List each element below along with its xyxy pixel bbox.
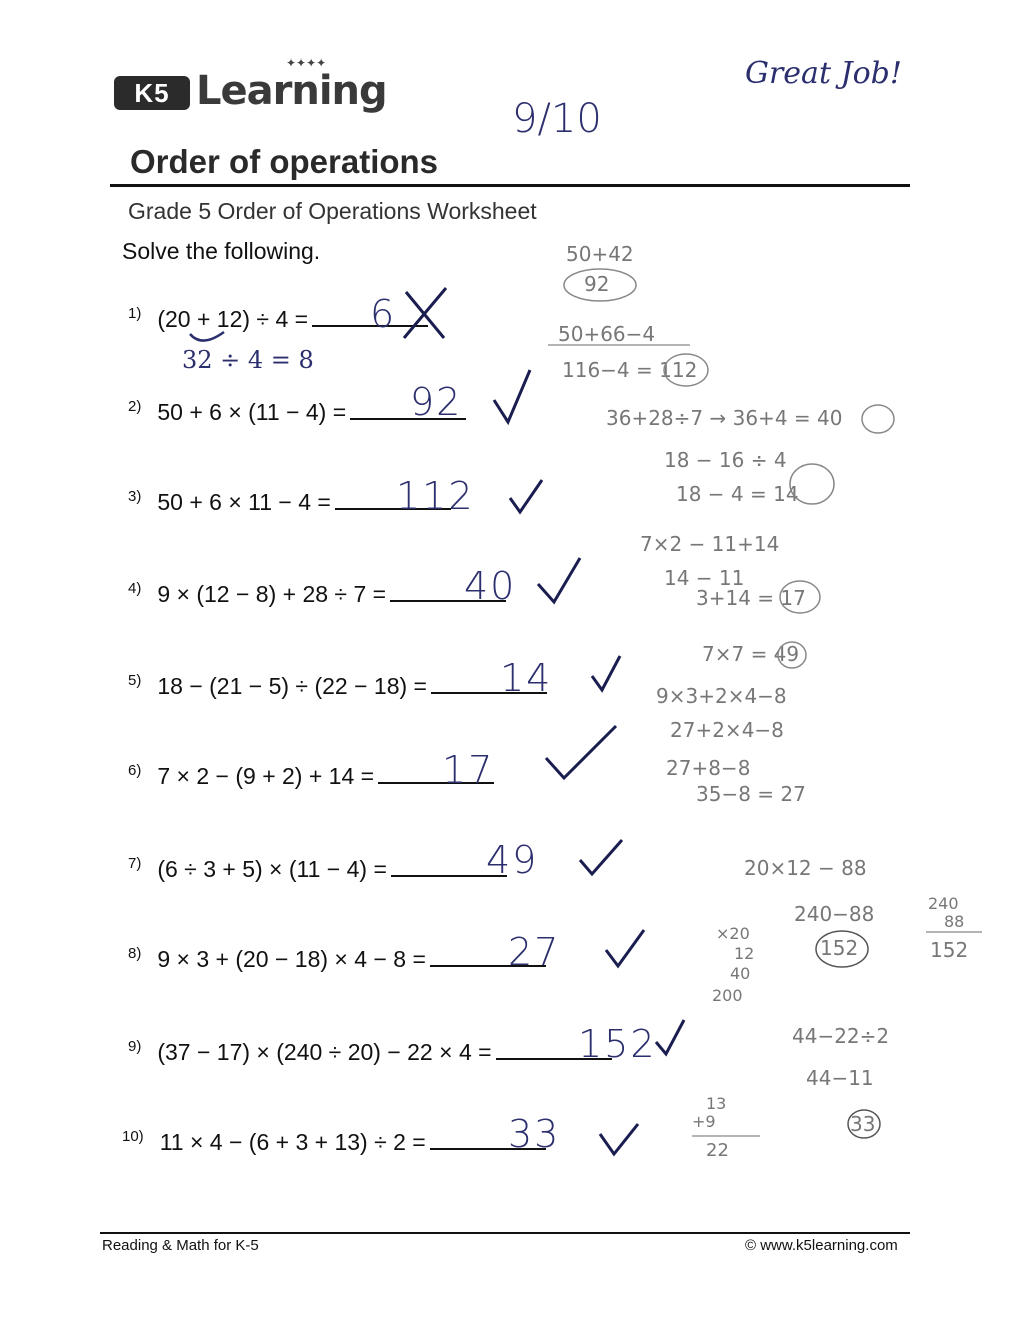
wrong-x-icon [396, 284, 456, 344]
question-number: 4) [128, 580, 142, 598]
answer-9: 152 [578, 1022, 657, 1066]
question-4 [128, 580, 506, 608]
question-expression: 18 − (21 − 5) ÷ (22 − 18) = [157, 673, 427, 699]
question-number: 1) [128, 305, 142, 323]
question-5 [128, 672, 547, 700]
footer-tagline: Reading & Math for K-5 [102, 1237, 259, 1254]
correction-note: 32 ÷ 4 = 8 [182, 346, 314, 374]
question-number: 10) [122, 1128, 144, 1146]
checkmark-icon [588, 652, 624, 696]
work-q5-b: 14 − 11 [664, 566, 745, 590]
work-q8-b: 240−88 [794, 902, 875, 926]
work-q2-b: 116−4 = 112 [562, 358, 698, 382]
work-q8-g: ×20 [716, 924, 750, 943]
question-8 [128, 945, 546, 973]
answer-2: 92 [410, 380, 463, 424]
checkmark-icon [596, 1120, 642, 1160]
work-q8-e: 88 [944, 912, 965, 931]
question-expression: (6 ÷ 3 + 5) × (11 − 4) = [157, 856, 387, 882]
checkmark-icon [534, 554, 584, 608]
question-6 [128, 762, 494, 790]
answer-10: 33 [508, 1112, 561, 1156]
checkmark-icon [490, 366, 534, 428]
work-q10-c: 22 [706, 1140, 729, 1161]
work-q4-a: 18 − 16 ÷ 4 [664, 448, 787, 472]
question-number: 8) [128, 945, 142, 963]
question-expression: 9 × 3 + (20 − 18) × 4 − 8 = [157, 946, 426, 972]
question-9 [128, 1038, 612, 1066]
checkmark-icon [506, 476, 546, 516]
worksheet-subtitle: Grade 5 Order of Operations Worksheet [128, 198, 537, 224]
work-q1-a: 50+42 [566, 242, 634, 266]
question-number: 9) [128, 1038, 142, 1056]
work-q7-d: 35−8 = 27 [696, 782, 806, 806]
work-q8-c: 152 [820, 936, 859, 960]
question-10 [122, 1128, 546, 1156]
answer-3: 112 [396, 474, 475, 518]
checkmark-icon [652, 1016, 688, 1060]
answer-5: 14 [500, 656, 553, 700]
question-expression: (20 + 12) ÷ 4 = [157, 306, 309, 332]
question-number: 5) [128, 672, 142, 690]
work-q6: 7×7 = 49 [702, 642, 800, 666]
answer-6: 17 [442, 748, 495, 792]
work-q10-b: +9 [692, 1112, 716, 1131]
question-expression: 7 × 2 − (9 + 2) + 14 = [157, 763, 375, 789]
work-q7-b: 27+2×4−8 [670, 718, 784, 742]
question-7 [128, 855, 507, 883]
work-q8-a: 20×12 − 88 [744, 856, 867, 880]
work-q8-i: 40 [730, 964, 751, 983]
footer-rule [100, 1232, 910, 1234]
answer-1: 6 [370, 292, 397, 336]
work-q9-b: 44−11 [806, 1066, 874, 1090]
teacher-comment: Great Job! [745, 56, 902, 91]
work-q2-a: 50+66−4 [558, 322, 656, 346]
work-q9-a: 44−22÷2 [792, 1024, 890, 1048]
checkmark-icon [542, 722, 622, 784]
work-q5-a: 7×2 − 11+14 [640, 532, 780, 556]
correction-caret-icon [188, 330, 228, 350]
checkmark-icon [576, 836, 626, 880]
question-number: 3) [128, 488, 142, 506]
score: 9/10 [512, 96, 602, 142]
question-expression: 50 + 6 × (11 − 4) = [157, 399, 347, 425]
question-expression: 11 × 4 − (6 + 3 + 13) ÷ 2 = [159, 1129, 426, 1155]
instructions: Solve the following. [122, 238, 321, 264]
question-expression: (37 − 17) × (240 ÷ 20) − 22 × 4 = [157, 1039, 492, 1065]
question-number: 7) [128, 855, 142, 873]
work-q3: 36+28÷7 → 36+4 = 40 [606, 406, 843, 430]
work-q7-a: 9×3+2×4−8 [656, 684, 787, 708]
answer-4: 40 [464, 564, 517, 608]
work-q8-d: 240 [928, 894, 959, 913]
question-number: 6) [128, 762, 142, 780]
page-title: Order of operations [130, 143, 439, 180]
work-q8-j: 200 [712, 986, 743, 1005]
title-rule [110, 184, 910, 187]
question-expression: 50 + 6 × 11 − 4 = [157, 489, 331, 515]
work-q8-f: 152 [930, 938, 969, 962]
logo-stars: ✦✦✦✦ [286, 56, 327, 70]
work-q10-a: 13 [706, 1094, 727, 1113]
logo-wordmark: Learning [196, 68, 387, 114]
answer-8: 27 [508, 930, 561, 974]
work-q9-c: 33 [850, 1112, 876, 1136]
question-number: 2) [128, 398, 142, 416]
work-q4-b: 18 − 4 = 14 [676, 482, 799, 506]
work-q8-h: 12 [734, 944, 755, 963]
footer-website: © www.k5learning.com [745, 1237, 898, 1254]
work-q7-c: 27+8−8 [666, 756, 751, 780]
checkmark-icon [602, 926, 648, 972]
logo-k5-badge: K5 [114, 76, 190, 110]
work-q5-c: 3+14 = 17 [696, 586, 806, 610]
work-q1-b: 92 [584, 272, 610, 296]
question-expression: 9 × (12 − 8) + 28 ÷ 7 = [157, 581, 387, 607]
answer-7: 49 [486, 838, 539, 882]
